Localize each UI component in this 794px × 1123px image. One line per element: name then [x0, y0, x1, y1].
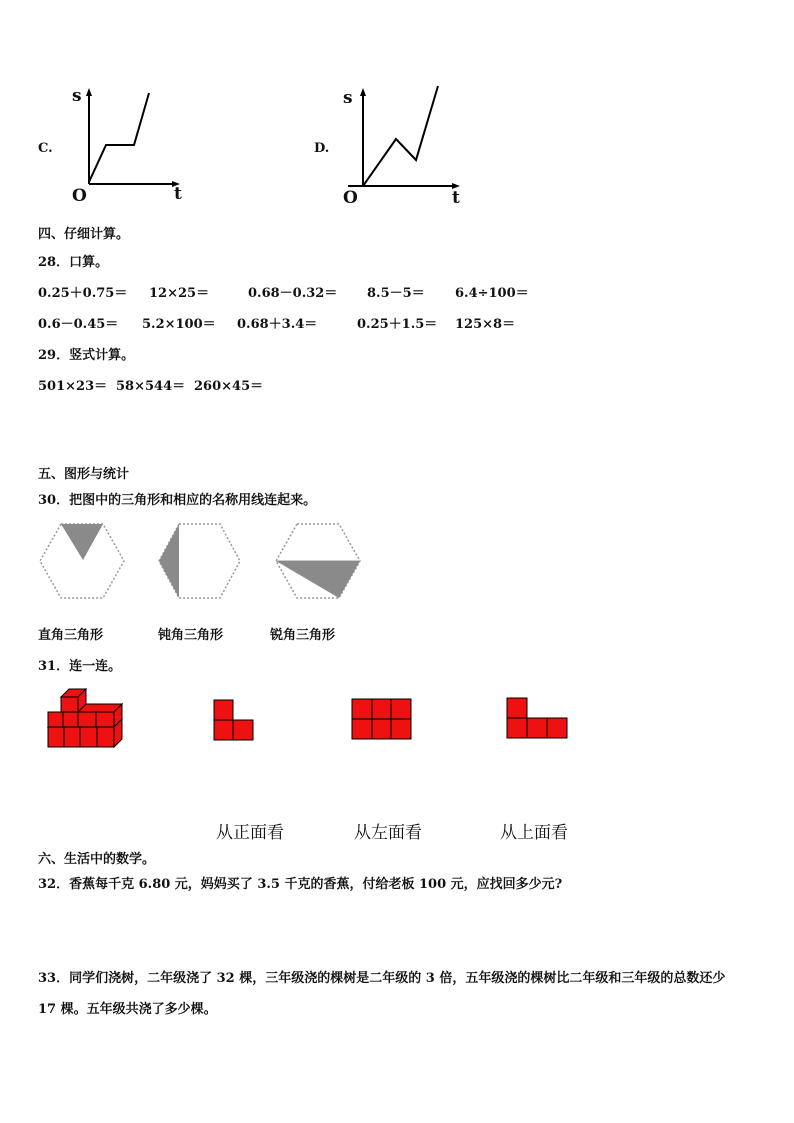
q28-row1-item: 6.4÷100＝ — [455, 286, 529, 301]
view-shape-a — [214, 700, 253, 740]
q28-row2-item: 0.25＋1.5＝ — [357, 317, 438, 332]
q29-item: 501×23＝ — [38, 379, 108, 394]
q33-text-line2: 17 棵。五年级共浇了多少棵。 — [38, 1002, 217, 1017]
q28-row2-item: 0.68＋3.4＝ — [237, 317, 318, 332]
view-label-front: 从正面看 — [216, 823, 284, 843]
view-label-left: 从左面看 — [354, 823, 422, 843]
q28-row1-item: 0.68－0.32＝ — [248, 286, 338, 301]
q28-row1-item: 8.5－5＝ — [367, 286, 425, 301]
q28-title: 28．口算。 — [38, 255, 109, 270]
option-c-label: C. — [38, 141, 53, 156]
triangle-label: 钝角三角形 — [158, 628, 224, 643]
q29-item: 260×45＝ — [194, 379, 264, 394]
section5-heading: 五、图形与统计 — [38, 467, 130, 482]
q29-item: 58×544＝ — [116, 379, 186, 394]
q28-row1-item: 0.25＋0.75＝ — [38, 286, 128, 301]
graph-d-s-label: s — [343, 88, 353, 108]
section4-heading: 四、仔细计算。 — [38, 227, 130, 242]
q28-row1-item: 12×25＝ — [149, 286, 210, 301]
section6-heading: 六、生活中的数学。 — [38, 852, 156, 867]
q32-text: 32．香蕉每千克 6.80 元，妈妈买了 3.5 千克的香蕉，付给老板 100 元，应找回多少元? — [38, 877, 563, 892]
q31-title: 31．连一连。 — [38, 659, 122, 674]
option-d-label: D. — [314, 141, 330, 156]
q29-title: 29．竖式计算。 — [38, 348, 135, 363]
q28-row2-item: 0.6－0.45＝ — [38, 317, 119, 332]
q28-row2-item: 5.2×100＝ — [142, 317, 216, 332]
graph-c-origin-label: O — [72, 186, 87, 206]
triangle-label: 锐角三角形 — [270, 628, 336, 643]
triangle-label: 直角三角形 — [38, 628, 104, 643]
graph-c-t-label: t — [174, 184, 182, 204]
graph-d-t-label: t — [452, 188, 460, 208]
q30-title: 30．把图中的三角形和相应的名称用线连起来。 — [38, 493, 317, 508]
graph-d-origin-label: O — [343, 188, 358, 208]
view-label-top: 从上面看 — [500, 823, 568, 843]
view-shape-c — [507, 698, 567, 738]
cube-stack — [48, 689, 122, 747]
q28-row2-item: 125×8＝ — [455, 317, 516, 332]
q33-text-line1: 33．同学们浇树，二年级浇了 32 棵，三年级浇的棵树是二年级的 3 倍，五年级浇的棵树比二年级和三年级的总数还少 — [38, 971, 726, 986]
graph-c-s-label: s — [72, 86, 82, 106]
view-shape-b — [352, 699, 411, 739]
